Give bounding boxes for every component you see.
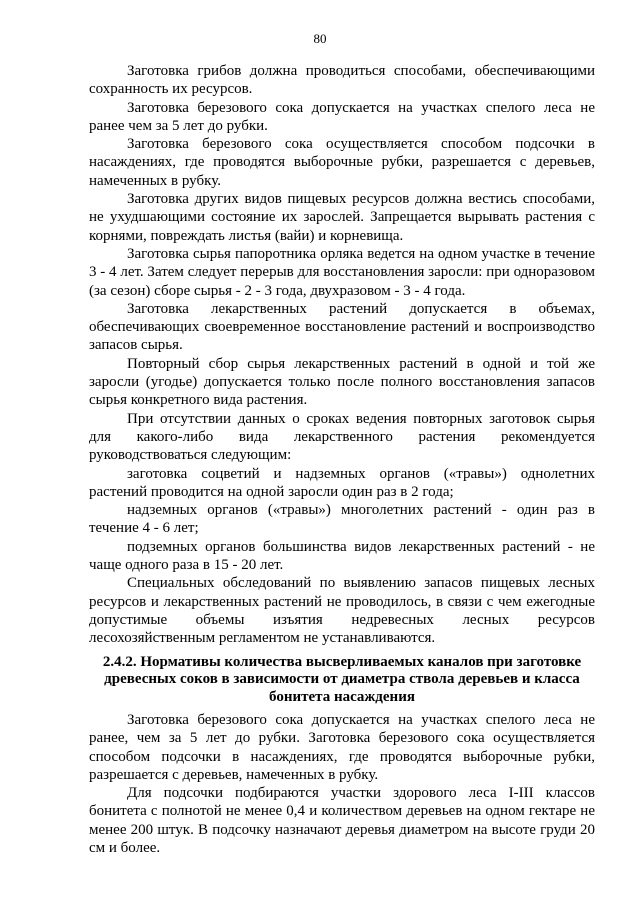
page-content xyxy=(89,62,595,857)
page-number: 80 xyxy=(313,31,327,46)
paragraph: Заготовка грибов должна проводиться способами, обеспечивающими сохранность их ресурсов. xyxy=(89,63,595,98)
paragraph: Специальных обследований по выявлению запасов пищевых лесных ресурсов и лекарственных растений не проводилось, в связи с чем ежегодные допустимые объемы изъятия недревесных лесных ресурсов лесохозяйственным регламентом не устанавливаются. xyxy=(89,575,595,647)
paragraph: заготовка соцветий и надземных органов («травы») однолетних растений проводится на одной заросли один раз в 2 года; xyxy=(89,465,595,500)
paragraph: Заготовка березового сока допускается на участках спелого леса не ранее, чем за 5 лет до рубки. Заготовка березового сока осуществляется способом подсочки в насаждениях, где проводятся выборочные рубки, разрешается с деревьев, намеченных в рубку. xyxy=(89,712,595,783)
paragraph: Заготовка лекарственных растений допускается в объемах, обеспечивающих своевременное восстановление растений и воспроизводство запасов сырья. xyxy=(89,300,595,354)
top-paragraphs xyxy=(89,62,595,648)
bottom-paragraphs xyxy=(89,711,595,857)
paragraph: Заготовка сырья папоротника орляка ведется на одном участке в течение 3 - 4 лет. Затем следует перерыв для восстановления заросли: при одноразовом (за сезон) сборе сырья - 2 - 3 года, двухразовом - 3 - 4 года. xyxy=(89,245,595,299)
paragraph: Заготовка березового сока допускается на участках спелого леса не ранее чем за 5 лет до рубки. xyxy=(89,99,595,134)
paragraph: подземных органов большинства видов лекарственных растений - не чаще одного раза в 15 - 20 лет. xyxy=(89,538,595,574)
section-heading: 2.4.2. Нормативы количества высверливаемых каналов при заготовке древесных соков в зависимости от диаметра ствола деревьев и класса бонитета насаждения xyxy=(102,653,582,705)
paragraph: Повторный сбор сырья лекарственных растений в одной и той же заросли (угодье) допускается только после полного восстановления запасов сырья конкретного вида растения. xyxy=(89,355,595,409)
paragraph: надземных органов («травы») многолетних растений - один раз в течение 4 - 6 лет; xyxy=(89,502,595,537)
paragraph: Заготовка березового сока осуществляется способом подсочки в насаждениях, где проводятся выборочные рубки, разрешается с деревьев, намеченных в рубку. xyxy=(89,136,595,189)
paragraph: Заготовка других видов пищевых ресурсов должна вестись способами, не ухудшающими состояние их зарослей. Запрещается вырывать растения с корнями, повреждать листья (вайи) и корневища. xyxy=(89,191,595,244)
paragraph: При отсутствии данных о сроках ведения повторных заготовок сырья для какого-либо вида лекарственного растения рекомендуется руководствоваться следующим: xyxy=(89,410,595,464)
paragraph: Для подсочки подбираются участки здорового леса I-III классов бонитета с полнотой не менее 0,4 и количеством деревьев на одном гектаре не менее 200 штук. В подсочку назначают деревья диаметром на высоте груди 20 см и более. xyxy=(89,785,595,857)
